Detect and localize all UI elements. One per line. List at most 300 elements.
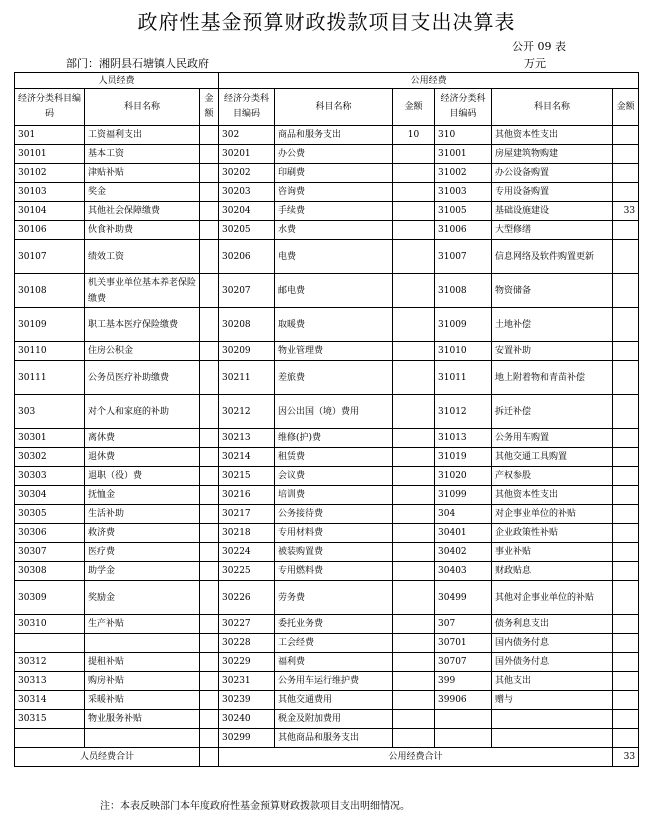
personnel-name: 物业服务补贴 xyxy=(85,710,200,729)
capital-code: 31003 xyxy=(435,183,492,202)
capital-name xyxy=(492,710,613,729)
capital-name: 国外债务付息 xyxy=(492,653,613,672)
personnel-amount xyxy=(200,274,219,308)
table-row xyxy=(15,615,639,634)
public-code: 30239 xyxy=(219,691,275,710)
totals-row xyxy=(15,748,639,767)
personnel-amount xyxy=(200,710,219,729)
public-name: 税金及附加费用 xyxy=(275,710,393,729)
personnel-code: 30302 xyxy=(15,448,85,467)
public-code: 30207 xyxy=(219,274,275,308)
capital-name: 其他交通工具购置 xyxy=(492,448,613,467)
public-code: 30205 xyxy=(219,221,275,240)
personnel-name: 奖励金 xyxy=(85,581,200,615)
column-header-row xyxy=(15,89,639,126)
personnel-code: 30308 xyxy=(15,562,85,581)
capital-code: 30707 xyxy=(435,653,492,672)
personnel-name: 退休费 xyxy=(85,448,200,467)
personnel-amount xyxy=(200,486,219,505)
personnel-name: 其他社会保障缴费 xyxy=(85,202,200,221)
table-row xyxy=(15,710,639,729)
personnel-name: 采暖补贴 xyxy=(85,691,200,710)
personnel-total-label: 人员经费合计 xyxy=(15,748,200,767)
personnel-code: 30102 xyxy=(15,164,85,183)
public-amount xyxy=(393,524,435,543)
personnel-amount xyxy=(200,126,219,145)
public-code: 30203 xyxy=(219,183,275,202)
table-row xyxy=(15,448,639,467)
personnel-amount xyxy=(200,202,219,221)
capital-name: 信息网络及软件购置更新 xyxy=(492,240,613,274)
personnel-total-value xyxy=(200,748,219,767)
capital-code: 30403 xyxy=(435,562,492,581)
public-amount xyxy=(393,274,435,308)
capital-code: 31019 xyxy=(435,448,492,467)
personnel-code: 30305 xyxy=(15,505,85,524)
public-code: 30201 xyxy=(219,145,275,164)
personnel-amount xyxy=(200,145,219,164)
table-row xyxy=(15,653,639,672)
personnel-name: 助学金 xyxy=(85,562,200,581)
table-row xyxy=(15,429,639,448)
capital-name: 物资储备 xyxy=(492,274,613,308)
public-code: 30226 xyxy=(219,581,275,615)
table-row xyxy=(15,524,639,543)
personnel-amount xyxy=(200,342,219,361)
personnel-code: 30315 xyxy=(15,710,85,729)
public-amount xyxy=(393,467,435,486)
public-amount xyxy=(393,202,435,221)
capital-code: 399 xyxy=(435,672,492,691)
personnel-amount xyxy=(200,653,219,672)
public-name: 维修(护)费 xyxy=(275,429,393,448)
personnel-amount xyxy=(200,505,219,524)
personnel-name: 伙食补助费 xyxy=(85,221,200,240)
personnel-code: 30107 xyxy=(15,240,85,274)
public-amount xyxy=(393,448,435,467)
public-name: 委托业务费 xyxy=(275,615,393,634)
personnel-name: 离休费 xyxy=(85,429,200,448)
personnel-name: 购房补贴 xyxy=(85,672,200,691)
table-row xyxy=(15,126,639,145)
public-name: 培训费 xyxy=(275,486,393,505)
form-number: 公开 09 表 xyxy=(512,40,566,53)
table-row xyxy=(15,672,639,691)
public-code: 30215 xyxy=(219,467,275,486)
public-amount xyxy=(393,308,435,342)
capital-name: 其他支出 xyxy=(492,672,613,691)
personnel-code: 30111 xyxy=(15,361,85,395)
department-label: 部门：湘阴县石塘镇人民政府 xyxy=(66,57,209,70)
capital-name: 专用设备购置 xyxy=(492,183,613,202)
personnel-name: 抚恤金 xyxy=(85,486,200,505)
capital-code: 30402 xyxy=(435,543,492,562)
public-name: 邮电费 xyxy=(275,274,393,308)
personnel-name: 生产补贴 xyxy=(85,615,200,634)
capital-amount xyxy=(613,615,639,634)
capital-amount xyxy=(613,729,639,748)
table-row xyxy=(15,361,639,395)
public-amount xyxy=(393,429,435,448)
capital-amount xyxy=(613,429,639,448)
capital-code xyxy=(435,710,492,729)
capital-code: 30401 xyxy=(435,524,492,543)
header-name: 科目名称 xyxy=(275,89,393,126)
public-code: 30224 xyxy=(219,543,275,562)
capital-amount xyxy=(613,342,639,361)
capital-amount: 33 xyxy=(613,202,639,221)
personnel-amount xyxy=(200,615,219,634)
personnel-code: 30104 xyxy=(15,202,85,221)
capital-name: 大型修缮 xyxy=(492,221,613,240)
capital-name: 赠与 xyxy=(492,691,613,710)
personnel-amount xyxy=(200,164,219,183)
personnel-name xyxy=(85,729,200,748)
capital-amount xyxy=(613,126,639,145)
capital-name: 基础设施建设 xyxy=(492,202,613,221)
personnel-name: 救济费 xyxy=(85,524,200,543)
public-code: 30240 xyxy=(219,710,275,729)
public-amount xyxy=(393,183,435,202)
personnel-code: 30313 xyxy=(15,672,85,691)
public-code: 30211 xyxy=(219,361,275,395)
personnel-code xyxy=(15,634,85,653)
capital-amount xyxy=(613,361,639,395)
personnel-code: 30106 xyxy=(15,221,85,240)
personnel-amount xyxy=(200,691,219,710)
footnote: 注：本表反映部门本年度政府性基金预算财政拨款项目支出明细情况。 xyxy=(100,801,410,812)
public-amount xyxy=(393,361,435,395)
public-name: 其他商品和服务支出 xyxy=(275,729,393,748)
capital-amount xyxy=(613,308,639,342)
table-row xyxy=(15,543,639,562)
personnel-name: 职工基本医疗保险缴费 xyxy=(85,308,200,342)
personnel-name: 住房公积金 xyxy=(85,342,200,361)
table-row xyxy=(15,486,639,505)
public-name: 公务接待费 xyxy=(275,505,393,524)
public-name: 租赁费 xyxy=(275,448,393,467)
public-amount xyxy=(393,729,435,748)
public-amount xyxy=(393,240,435,274)
capital-code: 31005 xyxy=(435,202,492,221)
capital-amount xyxy=(613,395,639,429)
personnel-code: 30109 xyxy=(15,308,85,342)
capital-amount xyxy=(613,467,639,486)
capital-name: 其他对企事业单位的补贴 xyxy=(492,581,613,615)
public-name: 手续费 xyxy=(275,202,393,221)
personnel-amount xyxy=(200,361,219,395)
header-code: 经济分类科目编码 xyxy=(219,89,275,126)
personnel-code: 30304 xyxy=(15,486,85,505)
personnel-code: 30103 xyxy=(15,183,85,202)
public-total-value: 33 xyxy=(613,748,639,767)
public-amount xyxy=(393,562,435,581)
public-amount xyxy=(393,672,435,691)
public-name: 专用燃料费 xyxy=(275,562,393,581)
public-amount xyxy=(393,653,435,672)
public-code: 30214 xyxy=(219,448,275,467)
table-row xyxy=(15,308,639,342)
personnel-amount xyxy=(200,395,219,429)
public-name: 咨询费 xyxy=(275,183,393,202)
section-public: 公用经费 xyxy=(219,73,639,89)
table-row xyxy=(15,581,639,615)
personnel-code: 30310 xyxy=(15,615,85,634)
capital-amount xyxy=(613,634,639,653)
public-code: 30227 xyxy=(219,615,275,634)
public-name: 其他交通费用 xyxy=(275,691,393,710)
public-code: 30217 xyxy=(219,505,275,524)
public-amount xyxy=(393,505,435,524)
personnel-amount xyxy=(200,543,219,562)
table-row xyxy=(15,164,639,183)
public-amount xyxy=(393,615,435,634)
personnel-code: 303 xyxy=(15,395,85,429)
personnel-code: 30303 xyxy=(15,467,85,486)
public-amount xyxy=(393,691,435,710)
public-name: 被装购置费 xyxy=(275,543,393,562)
personnel-amount xyxy=(200,729,219,748)
personnel-name: 退职（役）费 xyxy=(85,467,200,486)
public-code: 30299 xyxy=(219,729,275,748)
capital-amount xyxy=(613,691,639,710)
capital-code: 31002 xyxy=(435,164,492,183)
public-amount: 10 xyxy=(393,126,435,145)
table-row xyxy=(15,562,639,581)
personnel-name: 工资福利支出 xyxy=(85,126,200,145)
capital-code: 31020 xyxy=(435,467,492,486)
capital-amount xyxy=(613,183,639,202)
public-amount xyxy=(393,164,435,183)
public-name: 公务用车运行维护费 xyxy=(275,672,393,691)
public-amount xyxy=(393,221,435,240)
header-code: 经济分类科目编码 xyxy=(435,89,492,126)
personnel-name: 基本工资 xyxy=(85,145,200,164)
capital-name: 财政贴息 xyxy=(492,562,613,581)
table-row xyxy=(15,505,639,524)
personnel-name: 绩效工资 xyxy=(85,240,200,274)
public-amount xyxy=(393,710,435,729)
personnel-amount xyxy=(200,524,219,543)
public-code: 30229 xyxy=(219,653,275,672)
capital-name: 安置补助 xyxy=(492,342,613,361)
capital-code: 31099 xyxy=(435,486,492,505)
capital-code: 31009 xyxy=(435,308,492,342)
public-name: 会议费 xyxy=(275,467,393,486)
report-title: 政府性基金预算财政拨款项目支出决算表 xyxy=(137,10,516,34)
personnel-name: 医疗费 xyxy=(85,543,200,562)
public-name: 印刷费 xyxy=(275,164,393,183)
table-row xyxy=(15,729,639,748)
public-name: 差旅费 xyxy=(275,361,393,395)
section-header-row xyxy=(15,73,639,89)
public-code: 30228 xyxy=(219,634,275,653)
header-name: 科目名称 xyxy=(85,89,200,126)
table-row xyxy=(15,691,639,710)
public-code: 302 xyxy=(219,126,275,145)
table-row xyxy=(15,467,639,486)
public-name: 商品和服务支出 xyxy=(275,126,393,145)
public-total-label: 公用经费合计 xyxy=(219,748,613,767)
personnel-code: 30306 xyxy=(15,524,85,543)
public-name: 劳务费 xyxy=(275,581,393,615)
public-code: 30209 xyxy=(219,342,275,361)
personnel-amount xyxy=(200,308,219,342)
public-amount xyxy=(393,634,435,653)
public-code: 30202 xyxy=(219,164,275,183)
capital-name: 产权参股 xyxy=(492,467,613,486)
capital-code: 31012 xyxy=(435,395,492,429)
personnel-amount xyxy=(200,562,219,581)
capital-name: 办公设备购置 xyxy=(492,164,613,183)
capital-code: 31001 xyxy=(435,145,492,164)
capital-code: 310 xyxy=(435,126,492,145)
capital-code: 31007 xyxy=(435,240,492,274)
public-amount xyxy=(393,145,435,164)
table-row xyxy=(15,342,639,361)
capital-name: 土地补偿 xyxy=(492,308,613,342)
capital-amount xyxy=(613,274,639,308)
public-amount xyxy=(393,486,435,505)
personnel-amount xyxy=(200,183,219,202)
table-row xyxy=(15,240,639,274)
personnel-amount xyxy=(200,448,219,467)
capital-code: 304 xyxy=(435,505,492,524)
capital-amount xyxy=(613,672,639,691)
personnel-code xyxy=(15,729,85,748)
personnel-code: 30314 xyxy=(15,691,85,710)
capital-name: 其他资本性支出 xyxy=(492,126,613,145)
personnel-name: 机关事业单位基本养老保险缴费 xyxy=(85,274,200,308)
personnel-code: 30101 xyxy=(15,145,85,164)
section-personnel: 人员经费 xyxy=(15,73,219,89)
table-row xyxy=(15,221,639,240)
personnel-name: 津贴补贴 xyxy=(85,164,200,183)
public-name: 办公费 xyxy=(275,145,393,164)
capital-amount xyxy=(613,448,639,467)
public-name: 专用材料费 xyxy=(275,524,393,543)
public-code: 30216 xyxy=(219,486,275,505)
public-code: 30212 xyxy=(219,395,275,429)
header-code: 经济分类科目编码 xyxy=(15,89,85,126)
public-name: 水费 xyxy=(275,221,393,240)
capital-amount xyxy=(613,505,639,524)
capital-code: 30499 xyxy=(435,581,492,615)
capital-name: 公务用车购置 xyxy=(492,429,613,448)
capital-amount xyxy=(613,524,639,543)
public-name: 福利费 xyxy=(275,653,393,672)
public-amount xyxy=(393,543,435,562)
capital-amount xyxy=(613,486,639,505)
public-code: 30208 xyxy=(219,308,275,342)
unit-label: 万元 xyxy=(524,57,546,70)
personnel-amount xyxy=(200,240,219,274)
expenditure-table xyxy=(14,72,639,767)
capital-name: 房屋建筑物购建 xyxy=(492,145,613,164)
table-row xyxy=(15,145,639,164)
capital-code: 39906 xyxy=(435,691,492,710)
personnel-amount xyxy=(200,221,219,240)
capital-name: 企业政策性补贴 xyxy=(492,524,613,543)
personnel-amount xyxy=(200,634,219,653)
table-row xyxy=(15,634,639,653)
public-name: 因公出国（境）费用 xyxy=(275,395,393,429)
personnel-amount xyxy=(200,429,219,448)
capital-amount xyxy=(613,562,639,581)
personnel-code: 30307 xyxy=(15,543,85,562)
capital-amount xyxy=(613,221,639,240)
public-amount xyxy=(393,395,435,429)
public-code: 30231 xyxy=(219,672,275,691)
public-code: 30204 xyxy=(219,202,275,221)
public-name: 取暖费 xyxy=(275,308,393,342)
capital-name: 事业补贴 xyxy=(492,543,613,562)
personnel-name: 公务员医疗补助缴费 xyxy=(85,361,200,395)
table-row xyxy=(15,202,639,221)
capital-name: 拆迁补偿 xyxy=(492,395,613,429)
personnel-code: 301 xyxy=(15,126,85,145)
personnel-amount xyxy=(200,672,219,691)
personnel-amount xyxy=(200,581,219,615)
personnel-name: 奖金 xyxy=(85,183,200,202)
capital-code xyxy=(435,729,492,748)
table-row xyxy=(15,183,639,202)
header-amount: 金额 xyxy=(393,89,435,126)
personnel-code: 30110 xyxy=(15,342,85,361)
capital-name: 其他资本性支出 xyxy=(492,486,613,505)
capital-name: 国内债务付息 xyxy=(492,634,613,653)
capital-code: 31008 xyxy=(435,274,492,308)
capital-code: 31011 xyxy=(435,361,492,395)
capital-code: 307 xyxy=(435,615,492,634)
public-code: 30206 xyxy=(219,240,275,274)
public-code: 30225 xyxy=(219,562,275,581)
personnel-name: 提租补贴 xyxy=(85,653,200,672)
capital-name xyxy=(492,729,613,748)
capital-code: 31013 xyxy=(435,429,492,448)
personnel-name: 对个人和家庭的补助 xyxy=(85,395,200,429)
header-amount: 金额 xyxy=(613,89,639,126)
capital-amount xyxy=(613,581,639,615)
capital-amount xyxy=(613,164,639,183)
capital-amount xyxy=(613,710,639,729)
capital-amount xyxy=(613,145,639,164)
capital-code: 31010 xyxy=(435,342,492,361)
table-row xyxy=(15,274,639,308)
header-amount: 金额 xyxy=(200,89,219,126)
personnel-amount xyxy=(200,467,219,486)
personnel-code: 30301 xyxy=(15,429,85,448)
capital-code: 30701 xyxy=(435,634,492,653)
personnel-code: 30309 xyxy=(15,581,85,615)
capital-amount xyxy=(613,240,639,274)
header-name: 科目名称 xyxy=(492,89,613,126)
public-code: 30218 xyxy=(219,524,275,543)
public-name: 物业管理费 xyxy=(275,342,393,361)
personnel-code: 30312 xyxy=(15,653,85,672)
public-amount xyxy=(393,342,435,361)
capital-code: 31006 xyxy=(435,221,492,240)
personnel-name xyxy=(85,634,200,653)
public-name: 电费 xyxy=(275,240,393,274)
capital-amount xyxy=(613,653,639,672)
personnel-name: 生活补助 xyxy=(85,505,200,524)
public-name: 工会经费 xyxy=(275,634,393,653)
capital-amount xyxy=(613,543,639,562)
personnel-code: 30108 xyxy=(15,274,85,308)
capital-name: 地上附着物和青苗补偿 xyxy=(492,361,613,395)
public-code: 30213 xyxy=(219,429,275,448)
